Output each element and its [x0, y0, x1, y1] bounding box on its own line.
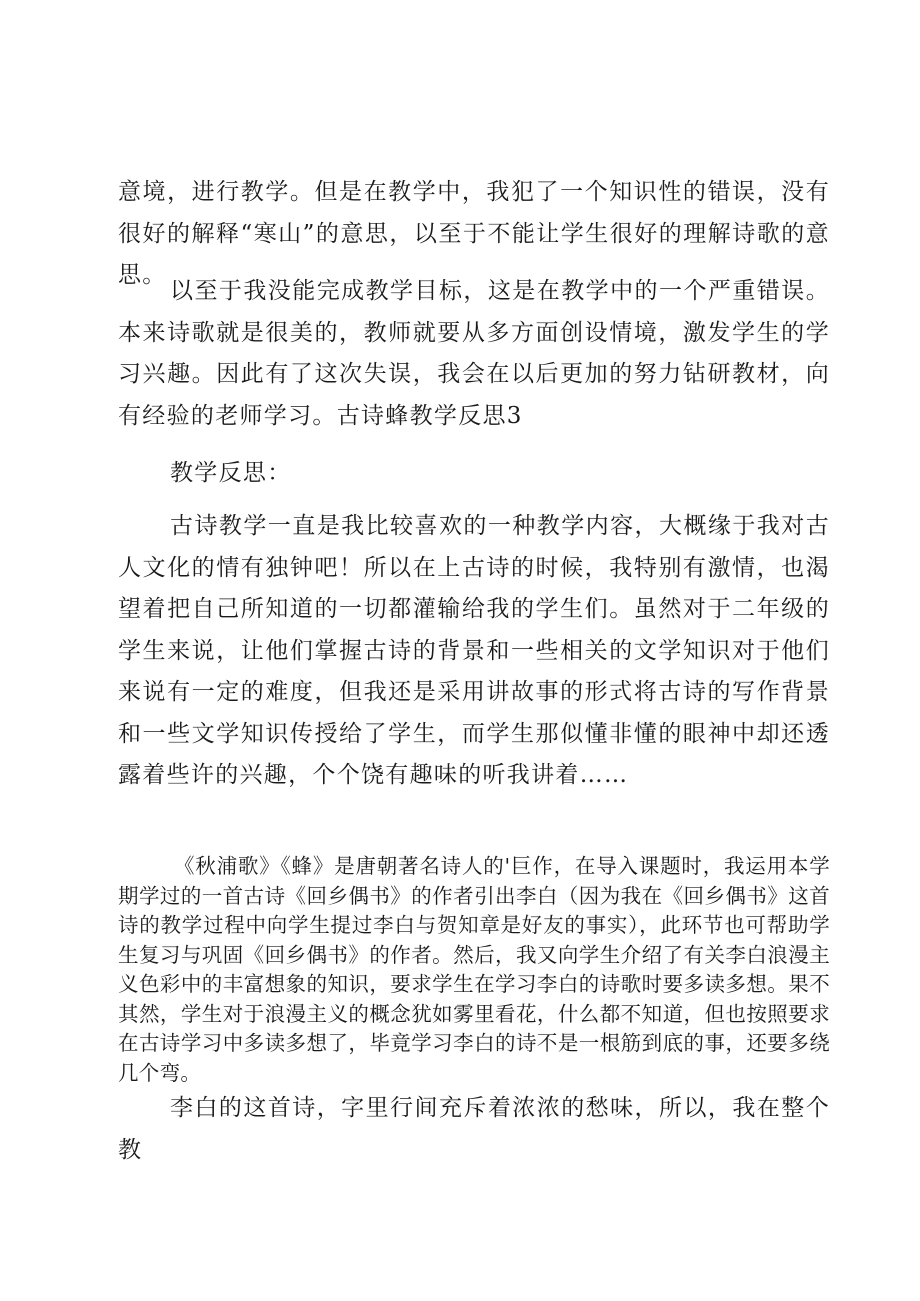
paragraph-teaching-mistake: 以至于我没能完成教学目标，这是在教学中的一个严重错误。本来诗歌就是很美的，教师就要从多方面创设情境，激发学生的学习兴趣。因此有了这次失误，我会在以后更加的努力钻研教材，向有经验的老师学习。古诗蜂教学反思3 — [118, 278, 830, 429]
paragraph-poetry-teaching: 古诗教学一直是我比较喜欢的一种教学内容，大概缘于我对古人文化的情有独钟吧！所以在上古诗的时候，我特别有激情，也渴望着把自己所知道的一切都灌输给我的学生们。虽然对于二年级的学生来说，让他们掌握古诗的背景和一些相关的文学知识对于他们来说有一定的难度，但我还是采用讲故事的形式将古诗的写作背景和一些文学知识传授给了学生，而学生那似懂非懂的眼神中却还透露着些许的兴趣，个个饶有趣味的听我讲着…… — [118, 513, 830, 788]
paragraph-li-bai-poem: 李白的这首诗，字里行间充斥着浓浓的愁味，所以，我在整个教 — [118, 1095, 830, 1163]
paragraph-intro-continuation: 意境，进行教学。但是在教学中，我犯了一个知识性的错误，没有很好的解释“寒山”的意思，以至于不能让学生很好的理解诗歌的意思。 — [118, 179, 830, 288]
section-heading-reflection: 教学反思： — [170, 460, 292, 486]
paragraph-lesson-introduction: 《秋浦歌》《蜂》是唐朝著名诗人的'巨作，在导入课题时，我运用本学期学过的一首古诗《回乡偶书》的作者引出李白（因为我在《回乡偶书》这首诗的教学过程中向学生提过李白与贺知章是好友的事实），此环节也可帮助学生复习与巩固《回乡偶书》的作者。然后，我又向学生介绍了有关李白浪漫主义色彩中的丰富想象的知识，要求学生在学习李白的诗歌时要多读多想。果不其然，学生对于浪漫主义的概念犹如雾里看花，什么都不知道，但也按照要求在古诗学习中多读多想了，毕竟学习李白的诗不是一根筋到底的事，还要多绕几个弯。 — [118, 854, 830, 1085]
